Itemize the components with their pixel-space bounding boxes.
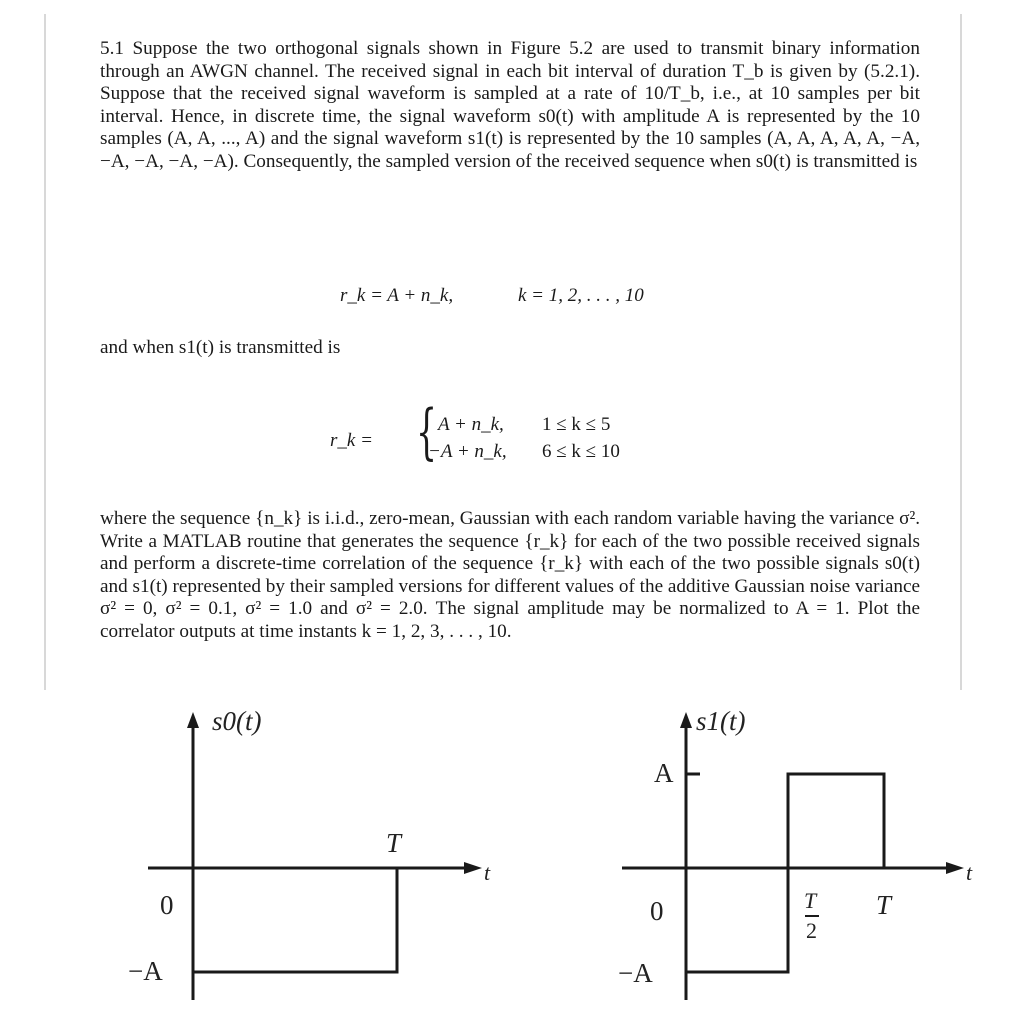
- s1-axis-var: t: [966, 860, 973, 885]
- s0-waveform: [193, 868, 397, 972]
- s0-zero-label: 0: [160, 890, 174, 920]
- case-1-condition: 1 ≤ k ≤ 5: [542, 414, 611, 435]
- s1-half-t-numerator: T: [804, 888, 817, 913]
- s1-half-t-denominator: 2: [806, 918, 817, 943]
- case-1-expression: A + n_k,: [438, 414, 504, 435]
- scan-border-left: [44, 14, 46, 690]
- figure-s0: [0, 700, 512, 1024]
- s0-y-axis-arrow: [187, 712, 199, 728]
- and-line-text: and when s1(t) is transmitted is: [100, 337, 341, 358]
- equation-1-lhs: r_k = A + n_k,: [340, 285, 454, 306]
- s0-axis-var: t: [484, 860, 491, 885]
- figure-s1: [512, 700, 1024, 1024]
- s1-neg-a-label: −A: [618, 958, 653, 988]
- problem-text-1: 5.1 Suppose the two orthogonal signals shown in Figure 5.2 are used to transmit binary information through an AWGN channel. The received signal in each bit interval of duration T_b is given by (5.2.1). Suppose that the received signal waveform is sampled at a rate of 10/T_b, i.e., at 10 samples per bit interval. Hence, in discrete time, the signal waveform s0(t) with amplitude A is represented by the 10 samples (A, A, ..., A) and the signal waveform s1(t) is represented by the 10 samples (A, A, A, A, A, −A, −A, −A, −A, −A). Consequently, the sampled version of the received sequence when s0(t) is transmitted is: [100, 38, 920, 172]
- problem-paragraph-1: [100, 38, 920, 174]
- s0-title: s0(t): [212, 706, 262, 736]
- s1-plot: [512, 700, 1024, 1024]
- equation-2-lhs: r_k =: [330, 430, 373, 451]
- s1-y-axis-arrow: [680, 712, 692, 728]
- cases-brace: {: [416, 397, 438, 467]
- s1-x-axis-arrow: [946, 862, 964, 874]
- problem-text-2: where the sequence {n_k} is i.i.d., zero-mean, Gaussian with each random variable having the variance σ². Write a MATLAB routine that generates the sequence {r_k} for each of the two possible received signals and perform a discrete-time correlation of the sequence {r_k} with each of the two possible signals s0(t) and s1(t) represented by their sampled versions for different values of the additive Gaussian noise variance σ² = 0, σ² = 0.1, σ² = 1.0 and σ² = 2.0. The signal amplitude may be normalized to A = 1. Plot the correlator outputs at time instants k = 1, 2, 3, . . . , 10.: [100, 508, 920, 642]
- s1-title: s1(t): [696, 706, 746, 736]
- s0-x-axis-arrow: [464, 862, 482, 874]
- s0-neg-a-label: −A: [128, 956, 163, 986]
- case-2-expression: −A + n_k,: [428, 441, 507, 462]
- problem-paragraph-2: [100, 508, 920, 644]
- case-2-condition: 6 ≤ k ≤ 10: [542, 441, 620, 462]
- s1-t-label: T: [876, 890, 892, 920]
- equation-s0-received: [340, 285, 644, 307]
- s0-plot: [0, 700, 512, 1024]
- s1-waveform: [686, 774, 884, 972]
- s1-a-label: A: [654, 758, 674, 788]
- scan-border-right: [960, 14, 962, 690]
- equation-1-range: k = 1, 2, . . . , 10: [518, 285, 644, 306]
- s0-t-label: T: [386, 828, 402, 858]
- s1-zero-label: 0: [650, 896, 664, 926]
